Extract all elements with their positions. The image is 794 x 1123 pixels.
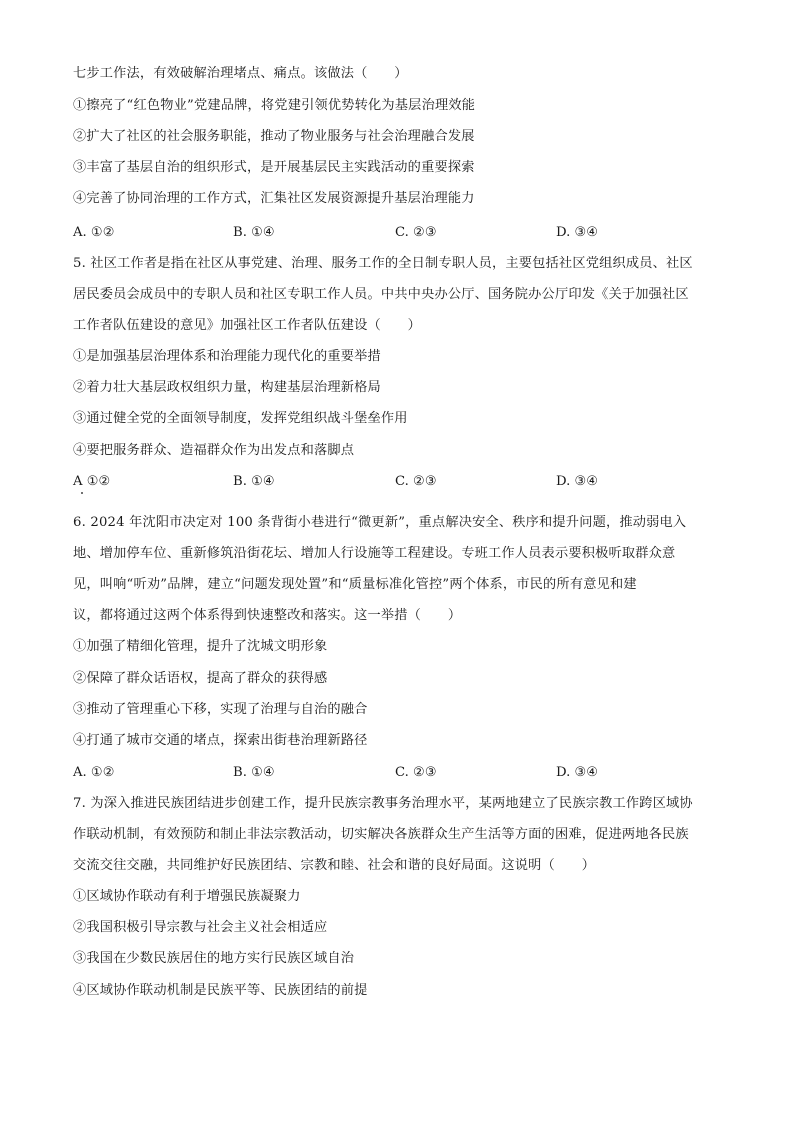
q7-stem-line-2: 作联动机制，有效预防和制止非法宗教活动，切实解决各族群众生产生活等方面的困难，促进两地各民族 [73,827,689,842]
q7-statement-3: ③我国在少数民族居住的地方实行民族区域自治 [73,951,355,966]
q5-option-d: D. ③④ [556,474,599,489]
stray-dot [81,492,83,494]
q4-stem-tail: 七步工作法，有效破解治理堵点、痛点。该做法（ ） [73,66,408,81]
q6-statement-4: ④打通了城市交通的堵点，探索出街巷治理新路径 [73,733,368,748]
q4-option-a: A. ①② [73,225,115,240]
q7-statement-2: ②我国积极引导宗教与社会主义社会相适应 [73,920,328,935]
q6-option-d: D. ③④ [556,765,599,780]
q6-statement-2: ②保障了群众话语权，提高了群众的获得感 [73,671,328,686]
q6-stem-line-4: 议，都将通过这两个体系得到快速整改和落实。这一举措（ ） [73,608,462,623]
q4-statement-4: ④完善了协同治理的工作方式，汇集社区发展资源提升基层治理能力 [73,191,475,206]
q4-statement-2: ②扩大了社区的社会服务职能，推动了物业服务与社会治理融合发展 [73,129,475,144]
q5-stem-line-2: 居民委员会成员中的专职人员和社区专职工作人员。中共中央办公厅、国务院办公厅印发《关于加强社区 [73,287,689,302]
q4-option-d: D. ③④ [556,225,599,240]
q5-option-b: B. ①④ [233,474,275,489]
q5-stem-line-1: 5. 社区工作者是指在社区从事党建、治理、服务工作的全日制专职人员，主要包括社区党组织成员、社区 [73,256,693,271]
q5-option-c: C. ②③ [395,474,437,489]
q6-option-a: A. ①② [73,765,115,780]
q6-stem-line-1: 6. 2024 年沈阳市决定对 100 条背街小巷进行“微更新”，重点解决安全、秩序和提升问题，推动弱电入 [73,515,687,530]
q6-option-c: C. ②③ [395,765,437,780]
q4-option-c: C. ②③ [395,225,437,240]
q4-statement-3: ③丰富了基层自治的组织形式，是开展基层民主实践活动的重要探索 [73,160,475,175]
q6-statement-3: ③推动了管理重心下移，实现了治理与自治的融合 [73,702,368,717]
q5-statement-3: ③通过健全党的全面领导制度，发挥党组织战斗堡垒作用 [73,411,408,426]
q7-statement-1: ①区域协作联动有利于增强民族凝聚力 [73,889,301,904]
q5-stem-line-3: 工作者队伍建设的意见》加强社区工作者队伍建设（ ） [73,318,422,333]
q5-option-a: A ①② [73,474,111,489]
q7-statement-4: ④区域协作联动机制是民族平等、民族团结的前提 [73,983,368,998]
q5-statement-4: ④要把服务群众、造福群众作为出发点和落脚点 [73,443,355,458]
q7-stem-line-3: 交流交往交融，共同维护好民族团结、宗教和睦、社会和谐的良好局面。这说明（ ） [73,858,596,873]
q5-statement-2: ②着力壮大基层政权组织力量，构建基层治理新格局 [73,380,381,395]
q6-option-b: B. ①④ [233,765,275,780]
q5-statement-1: ①是加强基层治理体系和治理能力现代化的重要举措 [73,349,381,364]
q7-stem-line-1: 7. 为深入推进民族团结进步创建工作，提升民族宗教事务治理水平，某两地建立了民族宗教工作跨区域协 [73,796,693,811]
q4-option-b: B. ①④ [233,225,275,240]
q6-stem-line-3: 见，叫响“听劝”品牌，建立“问题发现处置”和“质量标准化管控”两个体系，市民的所有意见和建 [73,577,637,592]
q4-statement-1: ①擦亮了“红色物业”党建品牌，将党建引领优势转化为基层治理效能 [73,98,476,113]
q6-statement-1: ①加强了精细化管理，提升了沈城文明形象 [73,639,328,654]
q6-stem-line-2: 地、增加停车位、重新修筑沿街花坛、增加人行设施等工程建设。专班工作人员表示要积极听取群众意 [73,546,676,561]
